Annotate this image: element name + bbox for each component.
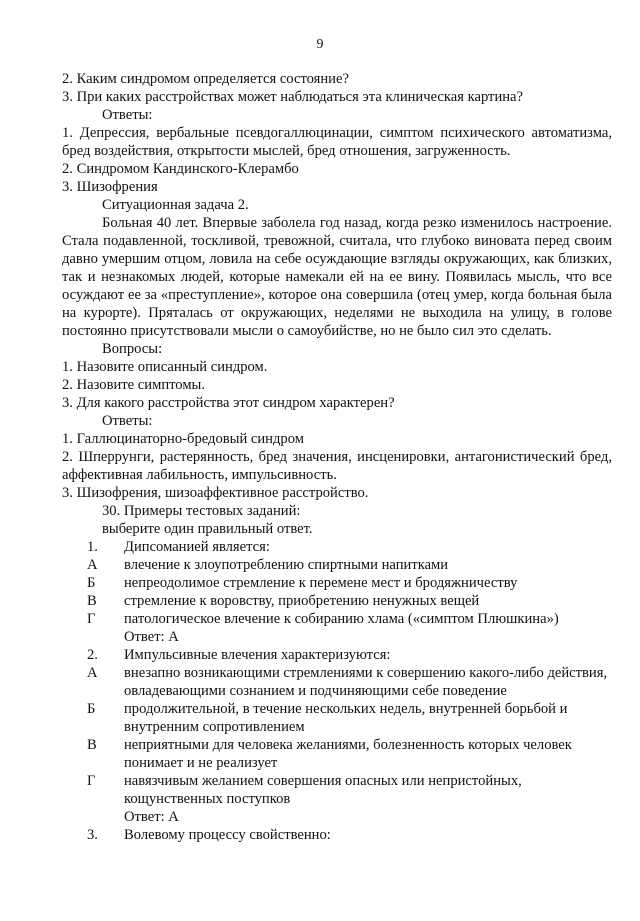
question-line: 3. Для какого расстройства этот синдром характерен? [62,395,395,411]
question-text: Дипсоманией является: [124,539,270,555]
answer-line: 2. Шперрунги, растерянность, бред значения, инсценировки, антагонистический бред, аффективная лабильность, импульсивность. [62,449,612,483]
answers-heading: Ответы: [102,413,153,429]
question-line: 3. При каких расстройствах может наблюдаться эта клиническая картина? [62,89,524,105]
test-question [62,538,612,556]
option-letter: В [87,737,97,753]
answer-option [62,556,612,574]
answer-option [62,610,612,628]
tests-heading: 30. Примеры тестовых заданий: [102,503,301,519]
answer-line: 1. Галлюцинаторно-бредовый синдром [62,431,304,447]
option-text: влечение к злоупотреблению спиртными напитками [124,557,449,573]
answer-option [62,772,612,808]
page-number: 9 [316,37,324,52]
option-text: продолжительной, в течение нескольких недель, внутренней борьбой и внутренним сопротивлением [124,701,568,735]
tests-instruction: выберите один правильный ответ. [102,521,313,537]
option-letter: А [87,557,98,573]
question-line: 2. Каким синдромом определяется состояние? [62,71,349,87]
answer-option [62,700,612,736]
questions-heading: Вопросы: [102,341,163,357]
task-text: Больная 40 лет. Впервые заболела год назад, когда резко изменилось настроение. Стала подавленной, тоскливой, тревожной, считала, что глубоко виновата перед своим давно умершим отцом, ловила на себе осуждающие взгляды окружающих, как близких, так и незнакомых людей, которые намекали ей на ее вину. Появилась мысль, что все осуждают ее за «преступление», которое она совершила (отец умер, когда больная была на курорте). Пряталась от окружающих, неделями не выходила на улицу, в голове постоянно присутствовали мысли о самоубийстве, но не было сил это сделать. [62,215,612,339]
test-question [62,646,612,664]
question-number: 3. [87,827,98,843]
answers-heading: Ответы: [102,107,153,123]
answer-option [62,736,612,772]
answer-line: 1. Депрессия, вербальные псевдогаллюцинации, симптом психического автоматизма, бред воздействия, открытости мыслей, бред отношения, загруженность. [62,125,612,159]
question-number: 1. [87,539,98,555]
question-number: 2. [87,647,98,663]
option-text: стремление к воровству, приобретению ненужных вещей [124,593,480,609]
option-letter: Г [87,611,96,627]
test-question [62,826,612,844]
correct-answer: Ответ: А [124,629,179,645]
option-letter: В [87,593,97,609]
option-text: внезапно возникающими стремлениями к совершению какого-либо действия, овладевающими сознанием и подчиняющими себе поведение [124,665,608,699]
page-content [62,70,612,844]
option-text: непреодолимое стремление к перемене мест и бродяжничеству [124,575,518,591]
answer-option [62,574,612,592]
question-text: Импульсивные влечения характеризуются: [124,647,391,663]
question-line: 1. Назовите описанный синдром. [62,359,268,375]
question-line: 2. Назовите симптомы. [62,377,206,393]
answer-line: 3. Шизофрения, шизоаффективное расстройство. [62,485,369,501]
answer-option [62,592,612,610]
option-letter: Г [87,773,96,789]
task-heading: Ситуационная задача 2. [102,197,249,213]
option-letter: А [87,665,98,681]
option-text: неприятными для человека желаниями, болезненность которых человек понимает и не реализует [124,737,572,771]
question-text: Волевому процессу свойственно: [124,827,331,843]
option-letter: Б [87,701,96,717]
option-text: патологическое влечение к собиранию хлама («симптом Плюшкина») [124,611,559,627]
correct-answer: Ответ: А [124,809,179,825]
answer-line: 3. Шизофрения [62,179,158,195]
answer-option [62,664,612,700]
option-letter: Б [87,575,96,591]
answer-line: 2. Синдромом Кандинского-Клерамбо [62,161,299,177]
option-text: навязчивым желанием совершения опасных или непристойных, кощунственных поступков [124,773,522,807]
